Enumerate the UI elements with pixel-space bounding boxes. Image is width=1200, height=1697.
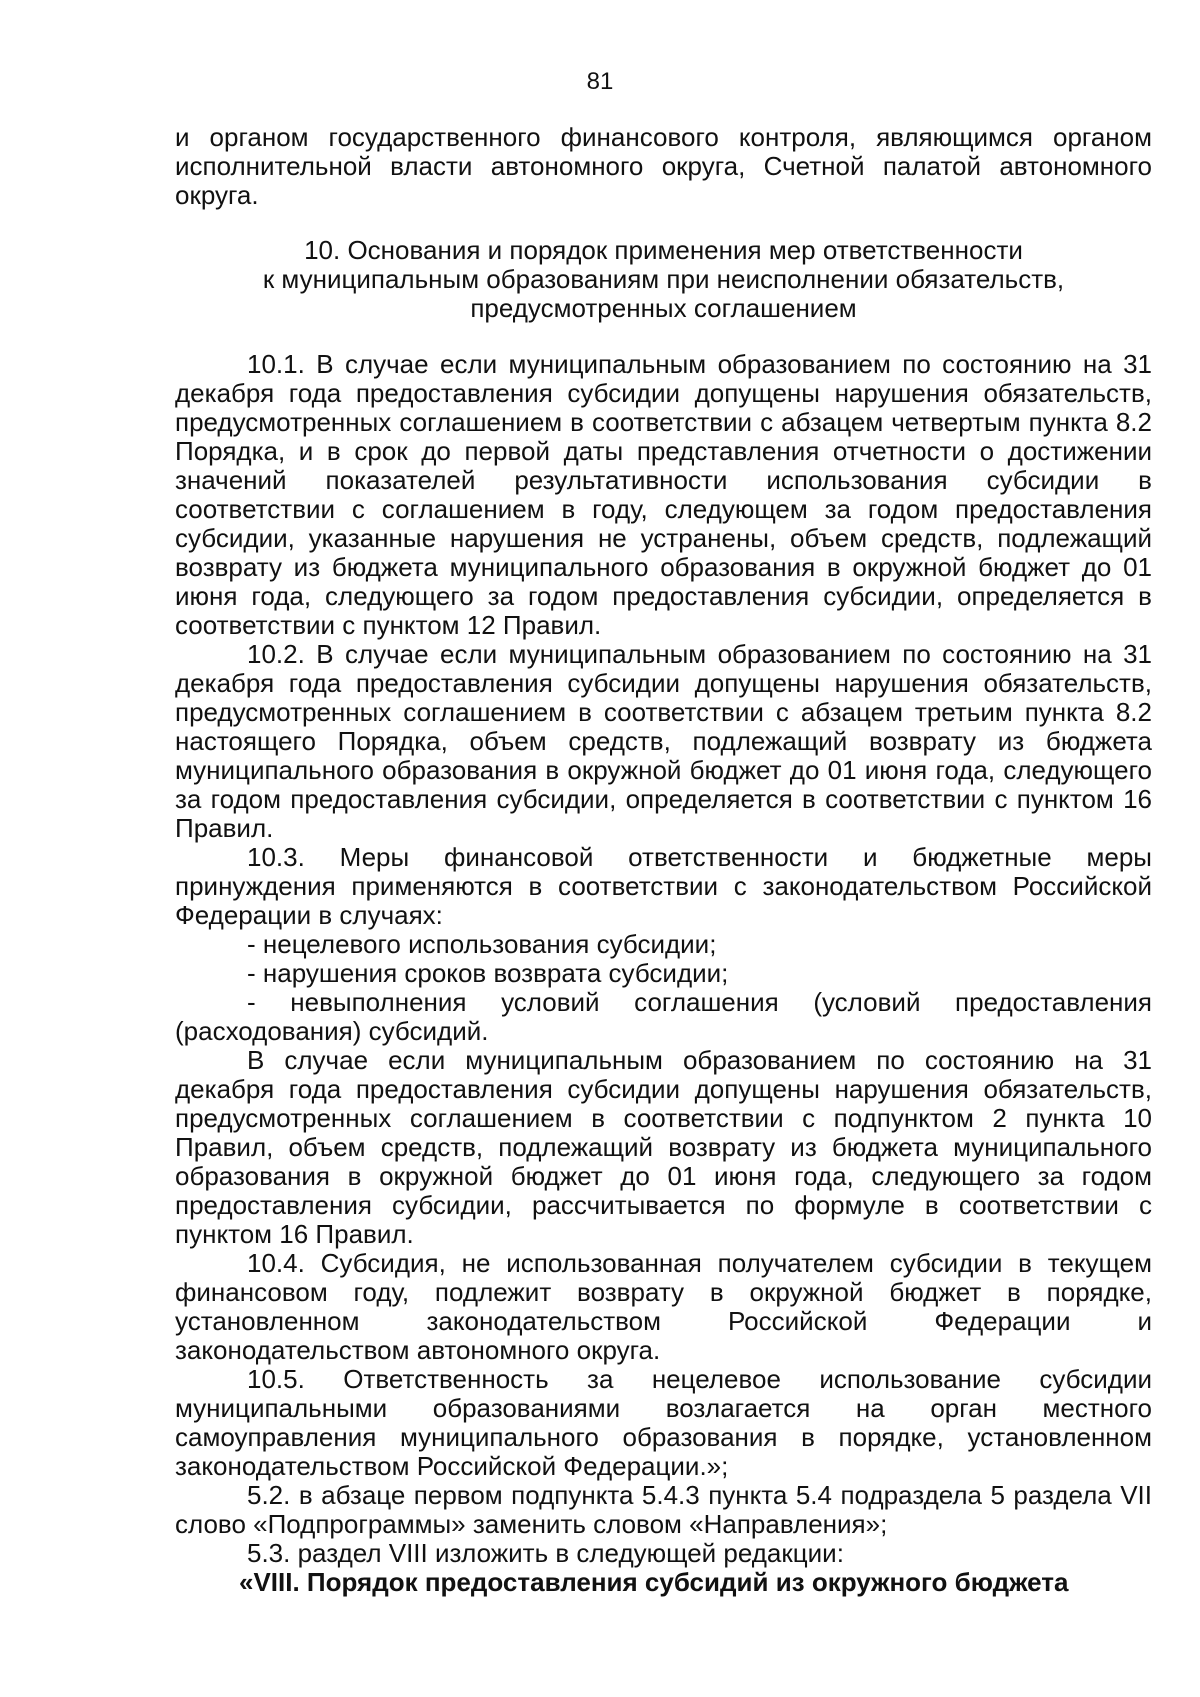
paragraph-10-4: 10.4. Субсидия, не использованная получателем субсидии в текущем финансовом году, подлежит возврату в окружной бюджет в порядке, установленном законодательством Российской Федерации и законодательством автономного округа. bbox=[175, 1248, 1152, 1365]
bullet-non-fulfillment: - невыполнения условий соглашения (условий предоставления (расходования) субсидий. bbox=[175, 987, 1152, 1046]
paragraph-10-3: 10.3. Меры финансовой ответственности и бюджетные меры принуждения применяются в соответствии с законодательством Российской Федерации в случаях: bbox=[175, 842, 1152, 930]
paragraph-10-1: 10.1. В случае если муниципальным образованием по состоянию на 31 декабря года предоставления субсидии допущены нарушения обязательств, предусмотренных соглашением в соответствии с абзацем четвертым пункта 8.2 Порядка, и в срок до первой даты представления отчетности о достижении значений показателей результативности использования субсидии в соответствии с соглашением в году, следующем за годом предоставления субсидии, указанные нарушения не устранены, объем средств, подлежащий возврату из бюджета муниципального образования в окружной бюджет до 01 июня года, следующего за годом предоставления субсидии, определяется в соответствии с пунктом 12 Правил. bbox=[175, 349, 1152, 640]
section-heading-line-1: 10. Основания и порядок применения мер ответственности bbox=[304, 235, 1023, 265]
paragraph-5-3: 5.3. раздел VIII изложить в следующей редакции: bbox=[247, 1538, 844, 1568]
section-heading bbox=[175, 236, 1152, 323]
section-heading-line-3: предусмотренных соглашением bbox=[470, 293, 857, 323]
paragraph-10-2: 10.2. В случае если муниципальным образованием по состоянию на 31 декабря года предоставления субсидии допущены нарушения обязательств, предусмотренных соглашением в соответствии с абзацем третьим пункта 8.2 настоящего Порядка, объем средств, подлежащий возврату из бюджета муниципального образования в окружной бюджет до 01 июня года, следующего за годом предоставления субсидии, определяется в соответствии с пунктом 16 Правил. bbox=[175, 639, 1152, 843]
paragraph-10-5: 10.5. Ответственность за нецелевое использование субсидии муниципальными образованиями возлагается на орган местного самоуправления муниципального образования в порядке, установленном законодательством Российской Федерации.»; bbox=[175, 1364, 1152, 1481]
section-heading-line-2: к муниципальным образованиям при неисполнении обязательств, bbox=[262, 264, 1065, 294]
bullet-deadline-violation: - нарушения сроков возврата субсидии; bbox=[247, 958, 729, 988]
bullet-misuse: - нецелевого использования субсидии; bbox=[247, 929, 717, 959]
paragraph-10-3-continuation: В случае если муниципальным образованием по состоянию на 31 декабря года предоставления субсидии допущены нарушения обязательств, предусмотренных соглашением в соответствии с подпунктом 2 пункта 10 Правил, объем средств, подлежащий возврату из бюджета муниципального образования в окружной бюджет до 01 июня года, следующего за годом предоставления субсидии, рассчитывается по формуле в соответствии с пунктом 16 Правил. bbox=[175, 1045, 1152, 1249]
paragraph-5-2: 5.2. в абзаце первом подпункта 5.4.3 пункта 5.4 подраздела 5 раздела VII слово «Подпрограммы» заменить словом «Направления»; bbox=[175, 1480, 1152, 1539]
intro-paragraph: и органом государственного финансового контроля, являющимся органом исполнительной власти автономного округа, Счетной палатой автономного округа. bbox=[175, 122, 1152, 210]
section-viii-heading: «VIII. Порядок предоставления субсидий из окружного бюджета bbox=[239, 1567, 1069, 1597]
page-number: 81 bbox=[586, 68, 614, 95]
document-body bbox=[175, 123, 1152, 1597]
